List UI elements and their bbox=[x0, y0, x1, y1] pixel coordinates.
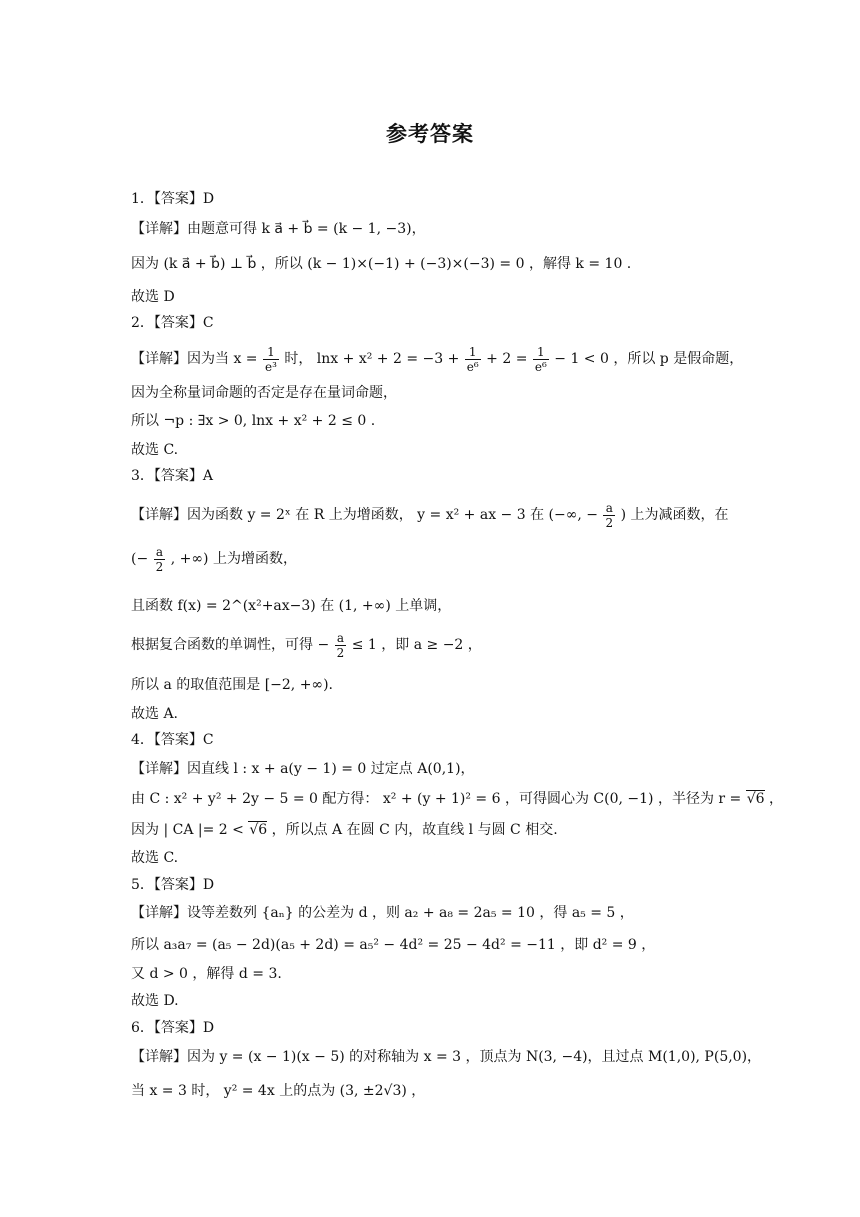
q1-line-1: 【详解】由题意可得 k a⃗ + b⃗ = (k − 1, −3)， bbox=[131, 221, 426, 237]
q4-line-4: 故选 C. bbox=[131, 850, 179, 866]
q4-radical-2: √6 bbox=[249, 822, 268, 838]
q1-answer-head: 1．【答案】D bbox=[131, 191, 215, 207]
q2-fraction-3 bbox=[533, 345, 549, 374]
q5-line-4: 故选 D. bbox=[131, 993, 179, 1009]
q3-fraction-3 bbox=[335, 631, 347, 660]
q5-line-3: 又 d > 0 ，解得 d = 3. bbox=[131, 966, 282, 982]
q5-line-2: 所以 a₃a₇ = (a₅ − 2d)(a₅ + 2d) = a₅² − 4d² = 25 − 4d² = −11 ，即 d² = 9 ， bbox=[131, 937, 656, 953]
q2-f2-num: 1 bbox=[465, 345, 481, 360]
page-title: 参考答案 bbox=[386, 122, 474, 146]
q3-line-6: 故选 A. bbox=[131, 706, 179, 722]
q3-line-2-a: (− bbox=[131, 551, 149, 567]
q3-line-4-a: 根据复合函数的单调性，可得 − bbox=[131, 637, 330, 653]
q5-answer-head: 5．【答案】D bbox=[131, 877, 215, 893]
q3-line-1 bbox=[131, 493, 729, 537]
q3-f1-den: 2 bbox=[605, 515, 614, 530]
q2-line-1-d: − 1 < 0 ，所以 p 是假命题， bbox=[554, 351, 744, 367]
q4-line-3 bbox=[131, 820, 558, 840]
q3-fraction-1 bbox=[603, 501, 615, 530]
q2-fraction-2 bbox=[465, 345, 481, 374]
q2-line-3: 所以 ¬p : ∃x > 0, lnx + x² + 2 ≤ 0 . bbox=[131, 413, 376, 429]
q3-line-1-b: ) 上为减函数，在 bbox=[620, 507, 729, 523]
q3-f2-num: a bbox=[154, 545, 166, 560]
q1-line-2: 因为 (k a⃗ + b⃗) ⊥ b⃗ ，所以 (k − 1)×(−1) + (−3)×(−3) = 0 ，解得 k = 10 . bbox=[131, 256, 632, 272]
q2-fraction-1 bbox=[263, 345, 279, 374]
q1-line-3: 故选 D bbox=[131, 289, 175, 305]
q4-line-3-b: ，所以点 A 在圆 C 内，故直线 l 与圆 C 相交. bbox=[271, 822, 558, 838]
q4-line-2-b: ， bbox=[769, 791, 784, 807]
q4-line-3-a: 因为 | CA |= 2 < bbox=[131, 822, 244, 838]
q2-line-1-b: 时， lnx + x² + 2 = −3 + bbox=[284, 351, 460, 367]
q4-line-2 bbox=[131, 789, 783, 809]
q3-f2-den: 2 bbox=[155, 559, 164, 574]
q3-line-4-b: ≤ 1 ，即 a ≥ −2 ， bbox=[351, 637, 482, 653]
q2-line-1-a: 【详解】因为当 x = bbox=[131, 351, 258, 367]
q6-line-2: 当 x = 3 时， y² = 4x 上的点为 (3, ±2√3) ， bbox=[131, 1083, 426, 1099]
q3-f1-num: a bbox=[603, 501, 615, 516]
q4-line-1: 【详解】因直线 l : x + a(y − 1) = 0 过定点 A(0,1)， bbox=[131, 761, 475, 777]
q2-line-2: 因为全称量词命题的否定是存在量词命题， bbox=[131, 385, 397, 401]
q6-line-1: 【详解】因为 y = (x − 1)(x − 5) 的对称轴为 x = 3 ，顶点为 N(3, −4)，且过点 M(1,0), P(5,0)， bbox=[131, 1049, 762, 1065]
q3-f3-den: 2 bbox=[336, 645, 345, 660]
q3-line-1-a: 【详解】因为函数 y = 2ˣ 在 R 上为增函数， y = x² + ax − 3 在 (−∞, − bbox=[131, 507, 599, 523]
q3-line-2 bbox=[131, 537, 297, 581]
q2-answer-head: 2．【答案】C bbox=[131, 315, 214, 331]
q2-line-1-c: + 2 = bbox=[486, 351, 528, 367]
q3-line-5: 所以 a 的取值范围是 [−2, +∞). bbox=[131, 677, 334, 693]
q3-line-3: 且函数 f(x) = 2^(x²+ax−3) 在 (1, +∞) 上单调， bbox=[131, 598, 452, 614]
q2-line-1 bbox=[131, 337, 743, 381]
q2-f2-den: e⁶ bbox=[466, 359, 479, 374]
q5-line-1: 【详解】设等差数列 {aₙ} 的公差为 d ，则 a₂ + a₈ = 2a₅ = 10 ，得 a₅ = 5 ， bbox=[131, 905, 634, 921]
q2-line-4: 故选 C. bbox=[131, 442, 179, 458]
q2-f3-num: 1 bbox=[533, 345, 549, 360]
q4-answer-head: 4．【答案】C bbox=[131, 732, 214, 748]
q3-answer-head: 3．【答案】A bbox=[131, 468, 214, 484]
q6-answer-head: 6．【答案】D bbox=[131, 1020, 215, 1036]
q3-f3-num: a bbox=[335, 631, 347, 646]
q3-fraction-2 bbox=[154, 545, 166, 574]
q4-radical-1: √6 bbox=[746, 791, 765, 807]
q3-line-2-b: , +∞) 上为增函数， bbox=[170, 551, 297, 567]
q2-f1-num: 1 bbox=[263, 345, 279, 360]
q3-line-4 bbox=[131, 623, 482, 667]
q2-f3-den: e⁶ bbox=[534, 359, 547, 374]
q2-f1-den: e³ bbox=[264, 359, 277, 374]
q4-line-2-a: 由 C : x² + y² + 2y − 5 = 0 配方得： x² + (y + 1)² = 6 ，可得圆心为 C(0, −1) ，半径为 r = bbox=[131, 791, 742, 807]
